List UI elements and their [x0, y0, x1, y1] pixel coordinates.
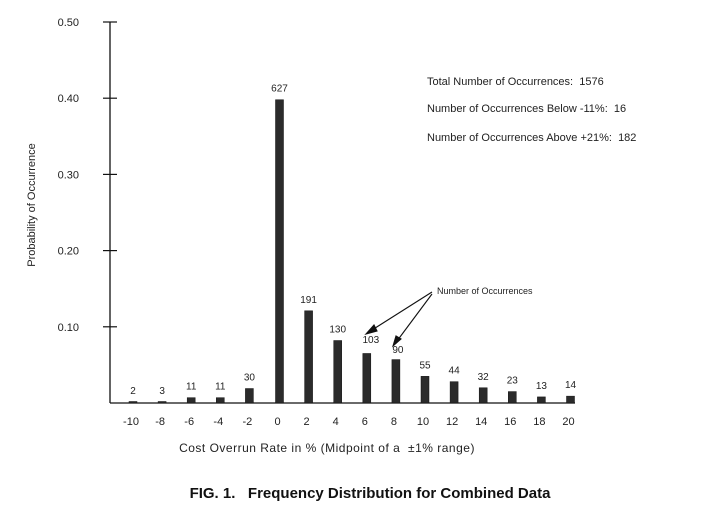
y-tick-label: 0.20	[57, 245, 79, 258]
y-axis-label: Probability of Occurrence	[26, 143, 38, 267]
bar-count-label: 30	[243, 372, 255, 384]
note-above: Number of Occurrences Above +21%: 182	[427, 132, 637, 144]
bar-count-label: 130	[329, 324, 347, 336]
bar	[305, 311, 313, 403]
bar-count-label: 2	[130, 386, 136, 397]
bar-count-label: 191	[300, 294, 317, 306]
x-tick-label: 20	[562, 416, 575, 428]
y-ticks	[58, 17, 117, 334]
bar-count-label: 11	[186, 381, 197, 393]
bar	[479, 388, 487, 403]
note-below: Number of Occurrences Below -11%: 16	[427, 103, 627, 115]
x-tick-label: -6	[184, 416, 195, 428]
bar-count-label: 23	[506, 375, 518, 387]
annotation-label: Number of Occurrences	[437, 286, 533, 296]
y-tick-label: 0.10	[57, 321, 79, 334]
x-tick-label: 2	[303, 416, 310, 428]
bar-count-label: 103	[362, 335, 380, 346]
bar	[567, 396, 575, 403]
x-tick-label: -8	[155, 416, 165, 428]
figure-caption: FIG. 1. Frequency Distribution for Combined Data	[189, 485, 551, 502]
bar	[245, 389, 253, 403]
x-tick-label: -4	[213, 416, 224, 428]
bar	[363, 353, 371, 403]
bar-count-label: 11	[215, 381, 226, 393]
x-tick-label: 8	[390, 416, 397, 428]
bar	[216, 398, 224, 403]
x-tick-label: 16	[504, 416, 517, 428]
bar-count-label: 627	[271, 83, 288, 95]
y-tick-label: 0.50	[57, 17, 79, 29]
x-tick-label: 18	[533, 416, 546, 428]
bar	[508, 392, 516, 403]
bar-count-label: 32	[477, 371, 489, 383]
x-tick-label: 12	[445, 416, 459, 428]
bar	[129, 402, 137, 404]
bar	[334, 341, 342, 403]
bar-count-label: 44	[448, 365, 460, 377]
y-tick-label: 0.30	[57, 169, 79, 182]
x-ticks	[123, 416, 575, 428]
bar	[537, 397, 545, 403]
note-total: Total Number of Occurrences: 1576	[427, 76, 604, 88]
bar-count-label: 3	[159, 386, 165, 397]
x-tick-label: 6	[361, 416, 368, 428]
x-tick-label: 0	[274, 416, 281, 428]
x-tick-label: 14	[475, 416, 488, 428]
bar-count-label: 13	[535, 380, 547, 392]
bar	[450, 382, 458, 403]
x-tick-label: -2	[242, 416, 253, 428]
bar	[392, 360, 400, 403]
bar	[421, 376, 429, 403]
bar	[276, 100, 284, 403]
x-tick-label: 4	[332, 416, 339, 428]
y-tick-label: 0.40	[57, 93, 79, 106]
bar-count-label: 55	[419, 360, 431, 372]
bar-count-label: 90	[392, 345, 404, 356]
x-axis-label: Cost Overrun Rate in % (Midpoint of a ±1% range)	[179, 441, 475, 455]
bar	[187, 398, 195, 403]
bar	[158, 402, 166, 404]
bar-count-label: 14	[564, 380, 577, 392]
x-tick-label: 10	[416, 416, 430, 428]
x-tick-label: -10	[123, 416, 139, 428]
